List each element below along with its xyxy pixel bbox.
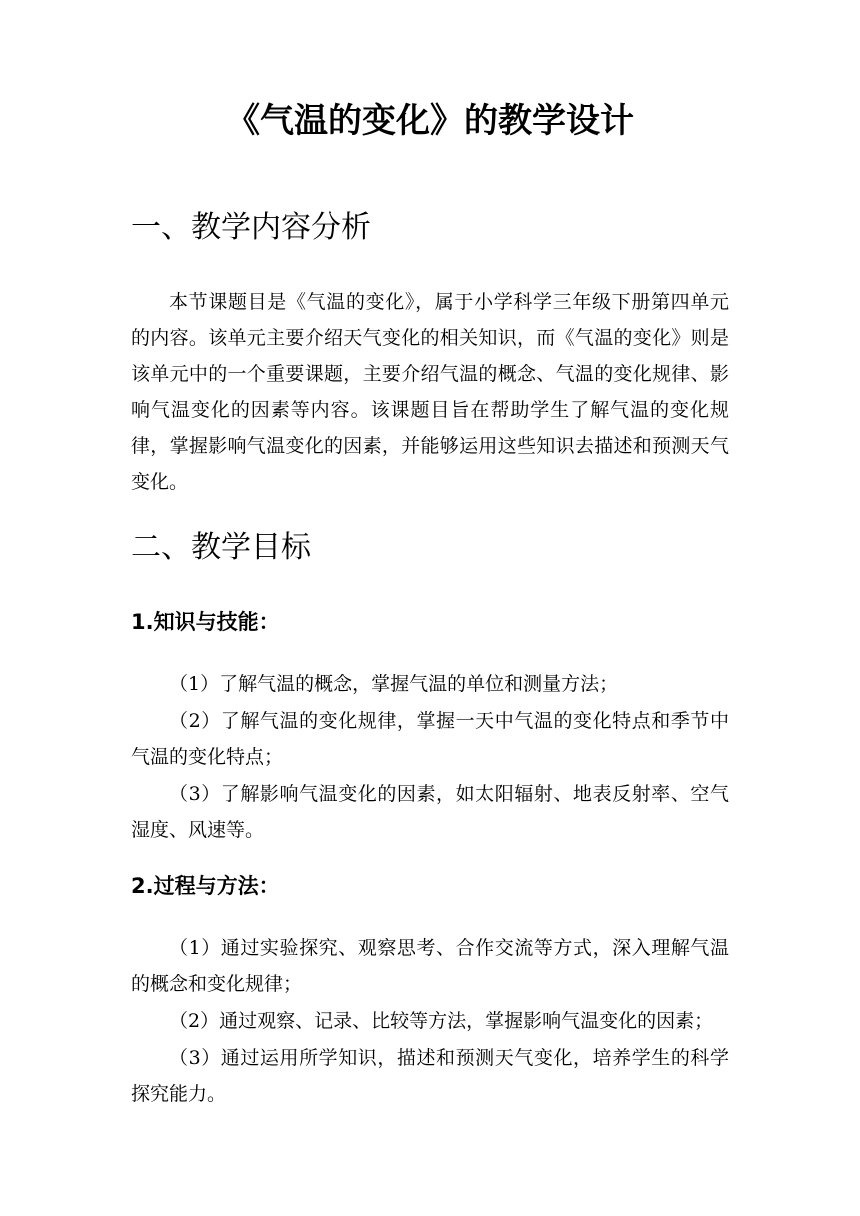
section-heading-teaching-goals: 二、教学目标 — [131, 530, 311, 565]
knowledge-item-2: （2）了解气温的变化规律，掌握一天中气温的变化特点和季节中气温的变化特点； — [131, 710, 729, 768]
subheading-process-methods: 2.过程与方法： — [131, 874, 280, 898]
content-analysis-paragraph: 本节课题目是《气温的变化》，属于小学科学三年级下册第四单元的内容。该单元主要介绍天气变化的相关知识，而《气温的变化》则是该单元中的一个重要课题，主要介绍气温的概念、气温的变化规律、影响气温变化的因素等内容。该课题目旨在帮助学生了解气温的变化规律，掌握影响气温变化的因素，并能够运用这些知识去描述和预测天气变化。 — [131, 291, 729, 493]
document-title: 《气温的变化》的教学设计 — [226, 101, 634, 141]
process-item-1: （1）通过实验探究、观察思考、合作交流等方式，深入理解气温的概念和变化规律； — [131, 937, 729, 995]
knowledge-item-1: （1）了解气温的概念，掌握气温的单位和测量方法； — [169, 673, 619, 695]
subheading-knowledge-skills: 1.知识与技能： — [131, 610, 280, 634]
process-item-2: （2）通过观察、记录、比较等方法，掌握影响气温变化的因素； — [169, 1010, 714, 1032]
process-item-3: （3）通过运用所学知识，描述和预测天气变化，培养学生的科学探究能力。 — [131, 1047, 729, 1105]
section-heading-content-analysis: 一、教学内容分析 — [131, 210, 371, 245]
knowledge-item-3: （3）了解影响气温变化的因素，如太阳辐射、地表反射率、空气湿度、风速等。 — [131, 783, 729, 841]
